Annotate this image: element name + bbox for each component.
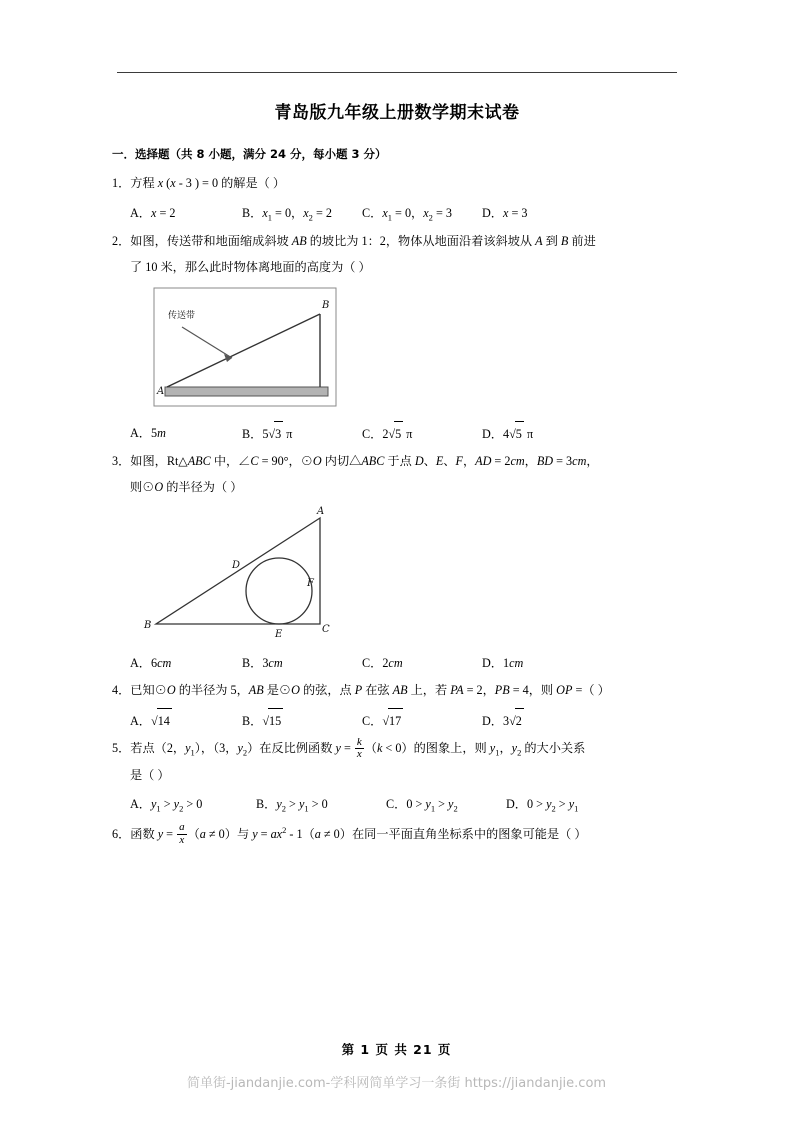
option-b[interactable]: B．3cm [242,655,283,670]
page-title: 青岛版九年级上册数学期末试卷 [274,103,520,123]
option-c[interactable]: C．2√5 π [362,421,482,446]
question-3-number: 3． [112,454,131,469]
option-d[interactable]: D．x = 3 [482,205,528,220]
question-2-line2: 了 10 米，那么此时物体离地面的高度为（ ） [130,260,371,274]
option-a[interactable]: A．$y_1 > y_2 > 0$ [130,797,203,814]
option-c[interactable]: C．√17 [362,708,482,733]
option-a[interactable]: A．6cm [130,655,172,670]
option-a[interactable]: A．5m [130,425,166,440]
question-4-text: 已知⊙O 的半径为 5，AB 是⊙O 的弦，点 P 在弦 AB 上，若 PA = 2，PB = 4，则 OP =（ ） [130,683,610,698]
question-3-line1: 如图，Rt△ABC 中，∠C = 90°，⊙O 内切△ABC 于点 D、E、F，AD = 2cm，BD = 3cm， [130,454,599,469]
question-2 [112,230,682,254]
option-d[interactable]: D．3√2 [482,708,592,733]
option-a[interactable]: A．√14 [130,708,242,733]
question-2-figure [134,286,682,416]
question-2-line1: 如图，传送带和地面缩成斜坡 AB 的坡比为 1：2，物体从地面沿着该斜坡从 A 到 B 前进 [130,234,596,249]
question-2-options [130,421,682,446]
question-4-options [130,708,682,733]
svg-text:B: B [322,299,330,311]
option-b[interactable]: B．5√3 π [242,421,362,446]
question-1 [112,172,682,196]
question-6-number: 6． [112,826,131,841]
option-b[interactable]: B．$x_1 = 0$，$x_2 = 2$ [242,205,332,223]
question-6-text: 函数 y = $\frac{a}{x}$ （a ≠ 0）与 $y = ax^2 - 1(a \ne 0)$在同一平面直角坐标系中的图象可能是（ ） [130,821,587,846]
footer-page-number: 第 1 页 共 21 页 [341,1042,452,1057]
option-b[interactable]: B．$y_2 > y_1 > 0$ [256,797,328,814]
question-6 [112,822,682,847]
option-d[interactable]: D．4√5 π [482,421,592,446]
svg-text:A: A [157,385,165,397]
header-rule [117,72,677,73]
option-a[interactable]: A．x = 2 [130,205,176,220]
question-5-line2: 是（ ） [130,767,170,782]
option-d[interactable]: D．1cm [482,655,524,670]
svg-text:A: A [317,505,325,517]
belt-slope-diagram [134,286,354,411]
svg-text:D: D [232,559,241,571]
option-d[interactable]: D．$0 > y_2 > y_1$ [506,797,579,814]
question-4-number: 4． [112,683,131,698]
question-3 [112,450,682,474]
question-5-number: 5． [112,741,131,756]
svg-text:B: B [144,619,152,631]
exam-content [112,140,682,849]
question-2-number: 2． [112,234,131,249]
footer-watermark: 简单街-jiandanjie.com-学科网简单学习一条街 https://jiandanjie.com [186,1076,607,1091]
question-4 [112,679,682,703]
svg-text:E: E [275,628,283,640]
question-1-options [130,201,682,226]
option-c[interactable]: C．2cm [362,655,403,670]
section-heading: 一．选择题（共 8 小题，满分 24 分，每小题 3 分） [112,147,387,161]
question-5-options [130,792,682,817]
svg-text:传送带: 传送带 [168,310,196,321]
question-1-number: 1． [112,176,131,190]
incircle-triangle-diagram [134,506,374,641]
svg-text:C: C [322,623,330,635]
question-5 [112,737,682,761]
question-3-line2: 则⊙O 的半径为（ ） [130,479,243,494]
svg-text:F: F [307,577,314,589]
option-c[interactable]: C．$x_1 = 0$，$x_2 = 3$ [362,205,452,223]
question-5-line1: 若点（2，$y_1$），（3，$y_2$）在反比例函数 y = $\frac{k}{x}$ （k < 0）的图象上，则 $y_1$，$y_2$ 的大小关系 [130,735,586,761]
option-b[interactable]: B．√15 [242,708,362,733]
option-c[interactable]: C．$0 > y_1 > y_2$ [386,797,458,814]
question-3-figure [134,506,682,646]
question-1-text: 方程 x (x - 3 ) = 0 的解是（ ） [130,176,286,190]
question-3-options [130,651,682,675]
